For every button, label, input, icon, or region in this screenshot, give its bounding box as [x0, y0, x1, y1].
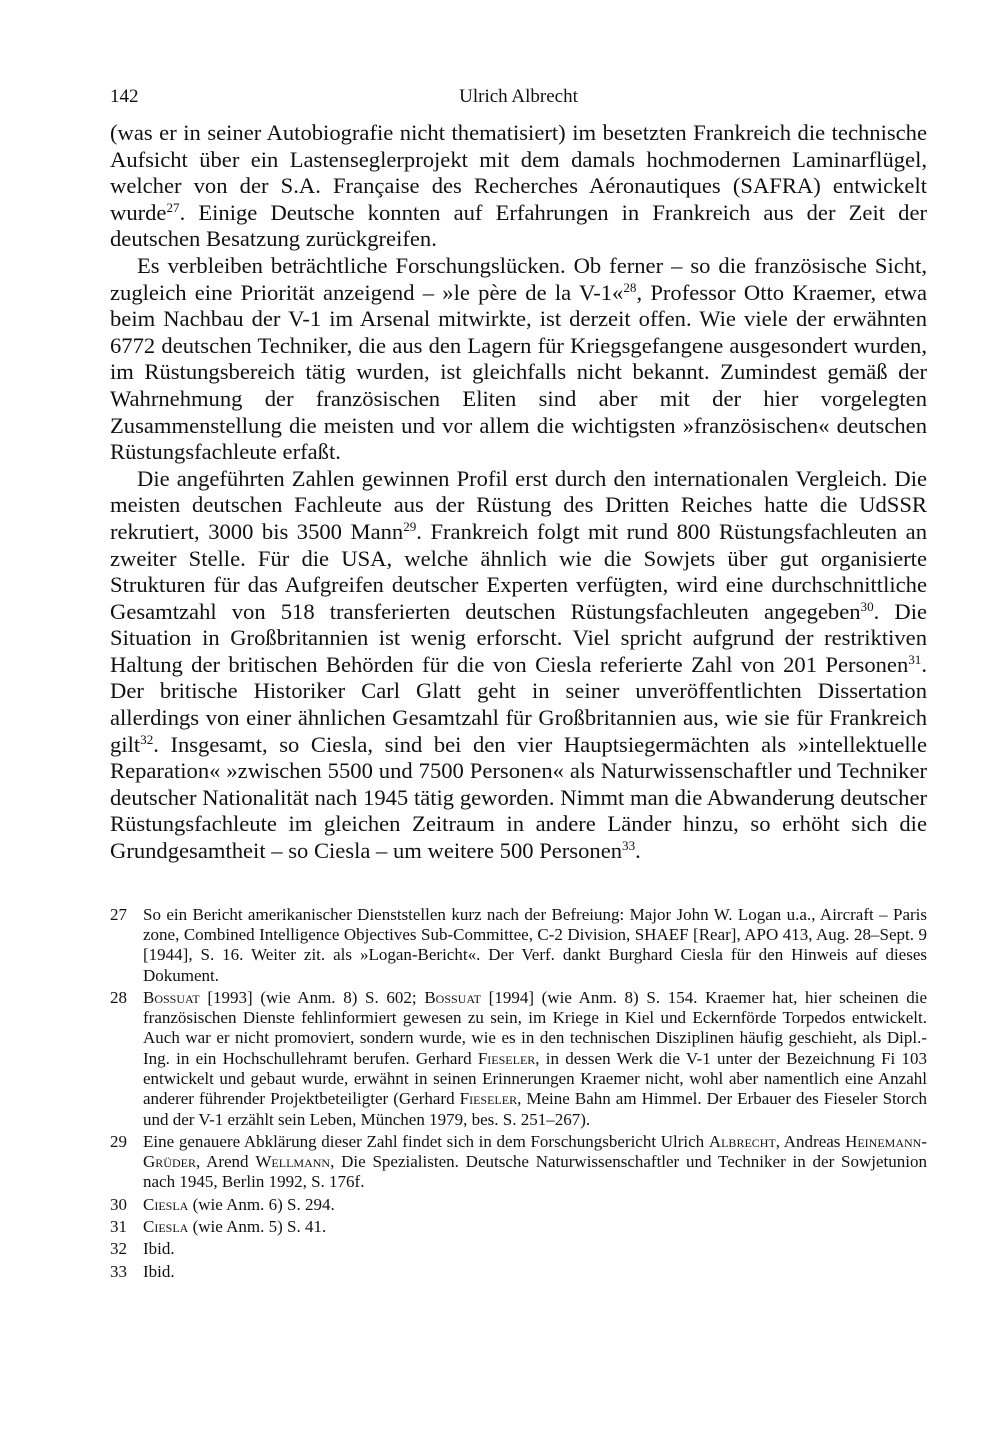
- text-run: , Professor Otto Kraemer, etwa beim Nachbau der V-1 im Arsenal mitwirkte, ist derzeit offen. Wie viele der erwähnten 6772 deutschen Techniker, die aus den Lagern für Kriegsgefangene ausgesondert wurden, im Rüstungsbereich tätig wurden, ist gleichfalls nicht bekannt. Zumindest gemäß der Wahrnehmung der französischen Eliten sind aber mit der hier vorgelegten Zusammenstellung die meisten und vor allem die wichtigsten »französischen« deutschen Rüstungsfachleute erfaßt.: [110, 279, 928, 465]
- author-name: Wellmann: [255, 1152, 331, 1172]
- author-name: Fieseler: [477, 1048, 536, 1068]
- footnote-text: [143, 905, 927, 986]
- footnote-number: 28: [110, 987, 127, 1007]
- text-run: So ein Bericht amerikanischer Dienststellen kurz nach der Befreiung: Major John W. Logan u.a., Aircraft – Paris zone, Combined Intelligence Objectives Sub-Committee, C-2 Division, SHAEF [Rear], APO 413, Aug. 28–Sept. 9 [1944], S. 16. Weiter zit. als »Logan-Bericht«. Der Verf. dankt Burghard Ciesla für den Hinweis auf dieses Dokument.: [143, 904, 927, 985]
- running-head: [110, 86, 927, 120]
- text-run: Es verbleiben beträchtliche Forschungslücken. Ob ferner – so die französische Sicht, zugleich eine Priorität anzeigend – »le père de la V-1«: [110, 252, 927, 305]
- footnote: [110, 1239, 927, 1259]
- paragraph: [110, 120, 927, 253]
- text-run: (was er in seiner Autobiografie nicht thematisiert) im besetzten Frankreich die technische Aufsicht über ein Lastenseglerprojekt mit dem damals hochmodernen Laminarflügel, welcher von der S.A. Française des Recherches Aéronautiques (SAFRA) entwickelt wurde: [110, 120, 927, 225]
- author-name: Bossuat: [424, 987, 482, 1007]
- text-run: , Die Spezialisten. Deutsche Naturwissenschaftler und Techniker in der Sowjetunion nach 1945, Berlin 1992, S. 176f.: [143, 1152, 928, 1192]
- text-run: . Einige Deutsche konnten auf Erfahrungen in Frankreich aus der Zeit der deutschen Besatzung zurückgreifen.: [110, 199, 927, 252]
- text-run: . Frankreich folgt mit rund 800 Rüstungsfachleuten an zweiter Stelle. Für die USA, welche ähnlich wie die Sowjets über gut organisierte Strukturen für das Aufgreifen deutscher Experten verfügten, wird eine durchschnittliche Gesamtzahl von 518 transferierten deutschen Rüstungsfachleuten angegeben: [110, 518, 928, 624]
- paragraph: [110, 466, 927, 865]
- footnote: [110, 905, 927, 986]
- footnote: [110, 1217, 927, 1237]
- author-name: Albrecht: [708, 1131, 776, 1151]
- footnote-text: [143, 1217, 927, 1237]
- author-name: Fieseler: [459, 1089, 518, 1109]
- text-run: Ibid.: [143, 1261, 175, 1281]
- footnote-ref: 28: [623, 279, 637, 295]
- text-run: , Meine Bahn am Himmel. Der Erbauer des Fieseler Storch und der V-1 erzählt sein Leben, München 1979, bes. S. 251–267).: [143, 1089, 928, 1129]
- text-run: [1993] (wie Anm. 8) S. 602;: [199, 987, 425, 1007]
- text-run: [1994] (wie Anm. 8) S. 154. Kraemer hat, hier scheinen die französischen Dienste fehlinformiert gewesen zu sein, im Kriege in Kiel und Eckernförde Torpedos entwickelt. Auch war er nicht promoviert, sondern wurde, wie es in den technischen Disziplinen häufig geschieht, als Dipl.-Ing. in ein Hochschullehramt berufen. Gerhard: [143, 987, 928, 1068]
- text-run: (wie Anm. 6) S. 294.: [188, 1194, 335, 1214]
- footnote-ref: 30: [860, 598, 874, 614]
- author-name: Heinemann-Grüder: [143, 1131, 927, 1172]
- text-run: , Andreas: [775, 1131, 846, 1151]
- text-run: . Insgesamt, so Ciesla, sind bei den vier Hauptsiegermächten als »intellektuelle Reparation« »zwischen 5500 und 7500 Personen« als Naturwissenschaftler und Techniker deutscher Nationalität nach 1945 tätig geworden. Nimmt man die Abwanderung deutscher Rüstungsfachleute im gleichen Zeitraum in andere Länder hinzu, so erhöht sich die Grundgesamtheit – so Ciesla – um weitere 500 Personen: [110, 731, 927, 864]
- text-run: Eine genauere Abklärung dieser Zahl findet sich in dem Forschungsbericht Ulrich: [143, 1131, 709, 1151]
- paragraph: [110, 253, 927, 466]
- footnote-ref: 32: [140, 731, 154, 747]
- footnote: [110, 1132, 927, 1193]
- page-number: 142: [110, 86, 139, 107]
- footnote-text: [143, 988, 927, 1130]
- author-name: Bossuat: [143, 987, 200, 1007]
- text-run: . Der britische Historiker Carl Glatt geht in seiner unveröffentlichten Dissertation allerdings von einer ähnlichen Gesamtzahl für Großbritannien aus, wie sie für Frankreich gilt: [110, 651, 927, 757]
- book-page: [110, 86, 927, 1284]
- author-name: Ciesla: [143, 1217, 189, 1237]
- text-run: Die angeführten Zahlen gewinnen Profil erst durch den internationalen Vergleich. Die meisten deutschen Fachleute aus der Rüstung des Dritten Reiches hatte die UdSSR rekrutiert, 3000 bis 3500 Mann: [110, 465, 927, 544]
- footnotes: [110, 905, 927, 1282]
- footnote-text: [143, 1262, 927, 1282]
- footnote-number: 33: [110, 1261, 127, 1281]
- footnote-number: 32: [110, 1239, 127, 1259]
- footnote-number: 30: [110, 1194, 127, 1214]
- body-text: [110, 120, 927, 865]
- footnote-text: [143, 1195, 927, 1215]
- footnote-text: [143, 1132, 927, 1193]
- footnote-number: 27: [110, 904, 127, 924]
- footnote-ref: 33: [622, 837, 636, 853]
- footnote: [110, 1195, 927, 1215]
- footnote-text: [143, 1239, 927, 1259]
- footnote-number: 31: [110, 1217, 127, 1237]
- running-title: Ulrich Albrecht: [459, 86, 578, 107]
- text-run: , Arend: [195, 1152, 256, 1172]
- footnote: [110, 988, 927, 1130]
- footnote-ref: 31: [908, 651, 922, 667]
- text-run: , in dessen Werk die V-1 unter der Bezeichnung Fi 103 entwickelt und gebaut wurde, erwähnt in seinen Erinnerungen Kraemer nicht, wohl aber namentlich eine Anzahl anderer führender Projektbeteiligter (Gerhard: [143, 1048, 927, 1109]
- text-run: Ibid.: [143, 1239, 175, 1259]
- footnote-ref: 27: [166, 199, 180, 215]
- footnote-ref: 29: [403, 518, 417, 534]
- footnote: [110, 1262, 927, 1282]
- author-name: Ciesla: [143, 1194, 189, 1214]
- text-run: .: [635, 838, 641, 864]
- footnote-number: 29: [110, 1131, 127, 1151]
- text-run: . Die Situation in Großbritannien ist wenig erforscht. Viel spricht aufgrund der restriktiven Haltung der britischen Behörden für die von Ciesla referierte Zahl von 201 Personen: [110, 598, 928, 677]
- text-run: (wie Anm. 5) S. 41.: [188, 1217, 327, 1237]
